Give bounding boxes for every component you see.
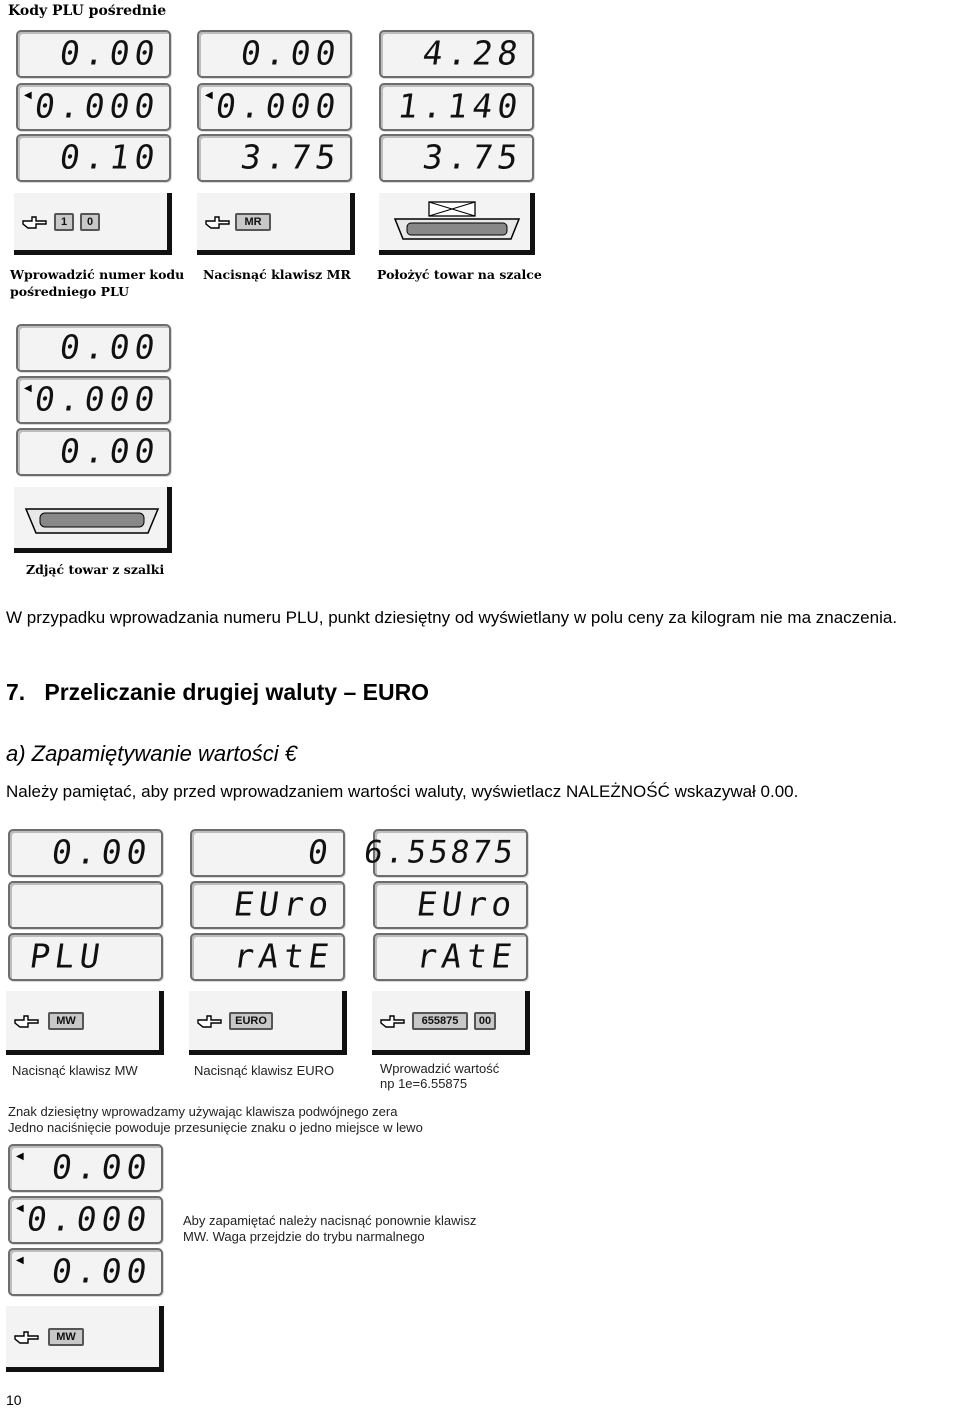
- keypad-panel: [6, 1306, 164, 1372]
- caption-enter-value: Wprowadzić wartość: [380, 1061, 500, 1076]
- caption-enter-plu: Wprowadzić numer kodu pośredniego PLU: [10, 267, 185, 299]
- caption-press-mw: Nacisnąć klawisz MW: [12, 1063, 138, 1078]
- key-mw[interactable]: MW: [48, 1328, 84, 1346]
- page-number: 10: [6, 1392, 22, 1408]
- paragraph-reminder: Należy pamiętać, aby przed wprowadzaniem wartości waluty, wyświetlacz NALEŻNOŚĆ wskazywał 0.00.: [6, 782, 799, 801]
- paragraph-plu-note: W przypadku wprowadzania numeru PLU, punkt dziesiętny od wyświetlany w polu ceny za kilogram nie ma znaczenia.: [6, 608, 898, 627]
- caption-store-again: Aby zapamiętać należy nacisnąć ponownie klawisz: [183, 1213, 477, 1228]
- triangle-indicator-icon: ◀: [16, 1151, 24, 1162]
- key-euro[interactable]: EURO: [229, 1012, 273, 1030]
- triangle-indicator-icon: ◀: [24, 383, 32, 394]
- note-decimal-key: Znak dziesiętny wprowadzamy używając klawisza podwójnego zera: [8, 1104, 398, 1119]
- section-title-plu: Kody PLU pośrednie: [8, 3, 167, 19]
- triangle-indicator-icon: ◀: [16, 1255, 24, 1266]
- keypad-panel: [197, 193, 355, 255]
- pointing-hand-icon: [197, 1013, 223, 1029]
- lcd-weight-display: EUro: [373, 881, 528, 929]
- scale-panel: [14, 487, 172, 553]
- key-0[interactable]: 0: [80, 213, 100, 231]
- scale-panel: [379, 193, 535, 255]
- pointing-hand-icon: [205, 214, 231, 230]
- lcd-weight-display: EUro: [190, 881, 345, 929]
- lcd-total-display: 3.75: [197, 134, 352, 182]
- note-decimal-shift: Jedno naciśnięcie powoduje przesunięcie znaku o jedno miejsce w lewo: [8, 1120, 423, 1135]
- keypad-panel: [189, 991, 347, 1055]
- lcd-total-display: ◀ 0.00: [8, 1248, 163, 1296]
- lcd-price-display: 0.00: [16, 30, 171, 78]
- lcd-total-display: 0.00: [16, 428, 171, 476]
- lcd-weight-display: ◀ 0.000: [197, 83, 352, 131]
- lcd-weight-display: [8, 881, 163, 929]
- lcd-price-display: 0.00: [8, 829, 163, 877]
- pointing-hand-icon: [380, 1013, 406, 1029]
- lcd-price-display: ◀ 0.00: [8, 1144, 163, 1192]
- lcd-total-display: 0.10: [16, 134, 171, 182]
- scale-with-goods-icon: [391, 199, 523, 245]
- key-655875[interactable]: 655875: [412, 1012, 468, 1030]
- caption-press-euro: Nacisnąć klawisz EURO: [194, 1063, 335, 1078]
- lcd-total-display: rAtE: [190, 933, 345, 981]
- pointing-hand-icon: [22, 214, 48, 230]
- pointing-hand-icon: [14, 1329, 40, 1345]
- key-mr[interactable]: MR: [235, 213, 271, 231]
- key-double-zero[interactable]: 00: [474, 1012, 496, 1030]
- lcd-price-display: 0.00: [16, 324, 171, 372]
- empty-scale-icon: [22, 501, 162, 541]
- subheading-store-value: a) Zapamiętywanie wartości €: [6, 741, 298, 766]
- lcd-weight-display: ◀ 0.000: [16, 376, 171, 424]
- key-1[interactable]: 1: [54, 213, 74, 231]
- caption-place-goods: Położyć towar na szalce: [377, 267, 542, 282]
- triangle-indicator-icon: ◀: [205, 90, 213, 101]
- lcd-price-display: 4.28: [379, 30, 534, 78]
- section-heading-euro: 7. Przeliczanie drugiej waluty – EURO: [6, 679, 430, 705]
- lcd-price-display: 0.00: [197, 30, 352, 78]
- keypad-panel: [14, 193, 172, 255]
- caption-example-rate: np 1e=6.55875: [380, 1076, 468, 1091]
- lcd-total-display: rAtE: [373, 933, 528, 981]
- keypad-panel: [6, 991, 164, 1055]
- lcd-total-display: 3.75: [379, 134, 534, 182]
- keypad-panel: [372, 991, 530, 1055]
- caption-remove-goods: Zdjąć towar z szalki: [26, 562, 165, 577]
- lcd-price-display: 6.55875: [373, 829, 528, 877]
- caption-normal-mode: MW. Waga przejdzie do trybu narmalnego: [183, 1229, 425, 1244]
- key-mw[interactable]: MW: [48, 1012, 84, 1030]
- lcd-weight-display: ◀ 0.000: [8, 1196, 163, 1244]
- lcd-weight-display: ◀ 0.000: [16, 83, 171, 131]
- caption-press-mr: Nacisnąć klawisz MR: [203, 267, 351, 282]
- lcd-total-display: PLU: [8, 933, 163, 981]
- triangle-indicator-icon: ◀: [16, 1203, 24, 1214]
- triangle-indicator-icon: ◀: [24, 90, 32, 101]
- lcd-weight-display: 1.140: [379, 83, 534, 131]
- pointing-hand-icon: [14, 1013, 40, 1029]
- lcd-price-display: 0: [190, 829, 345, 877]
